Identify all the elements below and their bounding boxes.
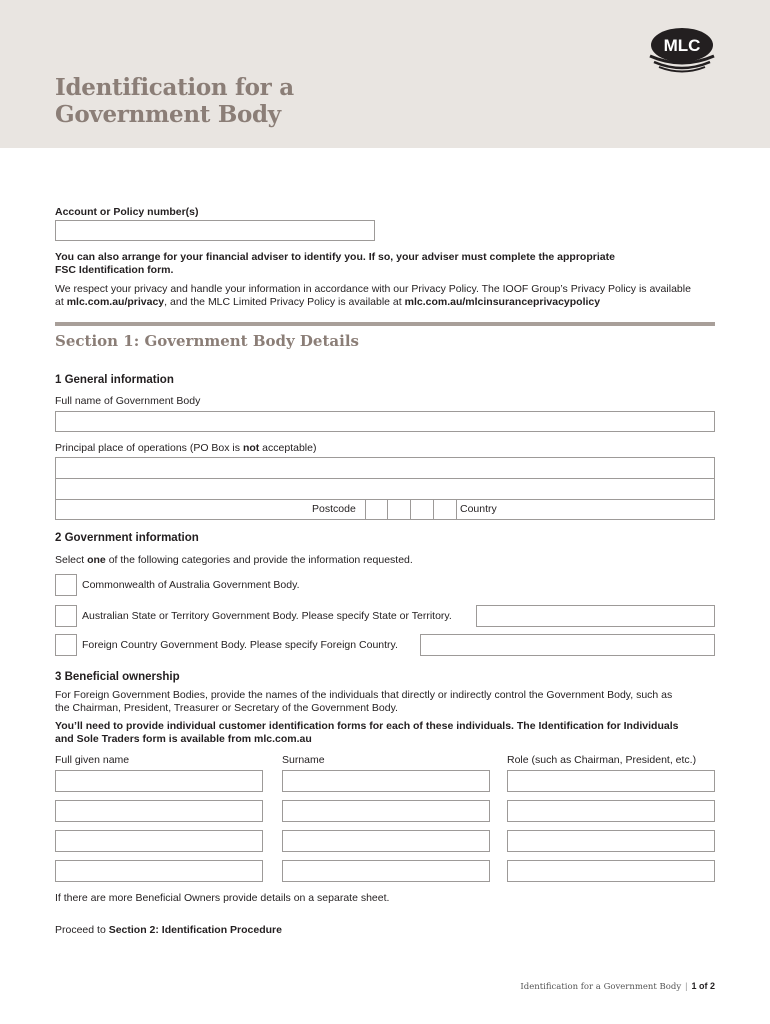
adviser-note-line-1: You can also arrange for your financial adviser to identify you. If so, your adviser must complete the appropriate bbox=[55, 251, 615, 263]
mlc-logo bbox=[642, 22, 722, 74]
state-territory-checkbox[interactable] bbox=[55, 605, 77, 627]
owner-2-surname[interactable] bbox=[282, 800, 490, 822]
proceed-section-link: Section 2: Identification Procedure bbox=[108, 924, 282, 936]
more-owners-note: If there are more Beneficial Owners provide details on a separate sheet. bbox=[55, 892, 390, 904]
owner-4-given-name[interactable] bbox=[55, 860, 263, 882]
title-line-1: Identification for a bbox=[55, 74, 294, 101]
beneficial-description bbox=[55, 689, 672, 715]
column-role: Role (such as Chairman, President, etc.) bbox=[507, 754, 697, 766]
privacy-text-b: , and the MLC Limited Privacy Policy is available at bbox=[164, 296, 405, 308]
section-divider bbox=[55, 322, 715, 326]
privacy-line-2 bbox=[55, 296, 691, 309]
owner-1-surname[interactable] bbox=[282, 770, 490, 792]
principal-text-b: acceptable) bbox=[259, 442, 317, 454]
foreign-country-checkbox[interactable] bbox=[55, 634, 77, 656]
beneficial-bold-line-1: You’ll need to provide individual customer identification forms for each of these individuals. The Identification for Individuals bbox=[55, 720, 679, 732]
principal-place-label bbox=[55, 442, 316, 455]
beneficial-bold-line-2: and Sole Traders form is available from mlc.com.au bbox=[55, 733, 312, 745]
government-info-heading: 2 Government information bbox=[55, 532, 199, 544]
instruction-text-b: of the following categories and provide the information requested. bbox=[105, 554, 413, 566]
privacy-text-a: at bbox=[55, 296, 67, 308]
full-name-field[interactable] bbox=[55, 411, 715, 432]
foreign-country-field[interactable] bbox=[420, 634, 715, 656]
country-divider bbox=[456, 499, 457, 520]
owner-3-role[interactable] bbox=[507, 830, 715, 852]
owner-3-given-name[interactable] bbox=[55, 830, 263, 852]
page-title bbox=[55, 74, 294, 128]
postcode-digit-4[interactable] bbox=[433, 499, 456, 520]
account-label: Account or Policy number(s) bbox=[55, 206, 199, 218]
page-footer bbox=[0, 981, 715, 992]
postcode-label: Postcode bbox=[312, 503, 356, 515]
owner-1-role[interactable] bbox=[507, 770, 715, 792]
column-surname: Surname bbox=[282, 754, 325, 766]
proceed-text: Proceed to bbox=[55, 924, 109, 936]
commonwealth-checkbox[interactable] bbox=[55, 574, 77, 596]
owner-2-role[interactable] bbox=[507, 800, 715, 822]
owner-3-surname[interactable] bbox=[282, 830, 490, 852]
state-territory-label: Australian State or Territory Government Body. Please specify State or Territory. bbox=[82, 610, 452, 622]
privacy-line-1: We respect your privacy and handle your information in accordance with our Privacy Policy. The IOOF Group’s Privacy Policy is available bbox=[55, 283, 691, 295]
beneficial-forms-note bbox=[55, 720, 678, 746]
adviser-note bbox=[55, 251, 615, 277]
principal-text-a: Principal place of operations (PO Box is bbox=[55, 442, 243, 454]
adviser-note-line-2: FSC Identification form. bbox=[55, 264, 174, 276]
owner-2-given-name[interactable] bbox=[55, 800, 263, 822]
beneficial-desc-line-2: the Chairman, President, Treasurer or Secretary of the Government Body. bbox=[55, 702, 398, 714]
address-line-divider bbox=[56, 478, 714, 479]
commonwealth-label: Commonwealth of Australia Government Body. bbox=[82, 579, 300, 591]
account-number-field[interactable] bbox=[55, 220, 375, 241]
logo-text: MLC bbox=[663, 36, 701, 55]
instruction-text-a: Select bbox=[55, 554, 88, 566]
privacy-note bbox=[55, 283, 691, 309]
footer-separator: | bbox=[685, 981, 688, 991]
privacy-link[interactable]: mlc.com.au/privacy bbox=[66, 296, 165, 308]
postcode-digit-1[interactable] bbox=[365, 499, 388, 520]
general-info-heading: 1 General information bbox=[55, 374, 174, 386]
instruction-one: one bbox=[87, 554, 106, 566]
proceed-note bbox=[55, 924, 282, 937]
principal-not: not bbox=[242, 442, 260, 454]
title-line-2: Government Body bbox=[55, 101, 281, 128]
owner-1-given-name[interactable] bbox=[55, 770, 263, 792]
beneficial-ownership-heading: 3 Beneficial ownership bbox=[55, 671, 180, 683]
owner-4-role[interactable] bbox=[507, 860, 715, 882]
postcode-digit-3[interactable] bbox=[410, 499, 433, 520]
foreign-country-label: Foreign Country Government Body. Please specify Foreign Country. bbox=[82, 639, 398, 651]
column-given-name: Full given name bbox=[55, 754, 130, 766]
state-territory-field[interactable] bbox=[476, 605, 715, 627]
government-instruction bbox=[55, 554, 413, 567]
footer-title: Identification for a Government Body bbox=[520, 982, 682, 992]
postcode-digit-2[interactable] bbox=[387, 499, 410, 520]
page-number: 1 of 2 bbox=[691, 981, 715, 991]
address-field[interactable] bbox=[55, 457, 715, 520]
owner-4-surname[interactable] bbox=[282, 860, 490, 882]
beneficial-desc-line-1: For Foreign Government Bodies, provide the names of the individuals that directly or indirectly control the Government Body, such as bbox=[55, 689, 673, 701]
country-label: Country bbox=[460, 503, 497, 515]
full-name-label: Full name of Government Body bbox=[55, 395, 201, 407]
insurance-privacy-link[interactable]: mlc.com.au/mlcinsuranceprivacypolicy bbox=[404, 296, 601, 308]
section-1-title: Section 1: Government Body Details bbox=[55, 332, 359, 350]
